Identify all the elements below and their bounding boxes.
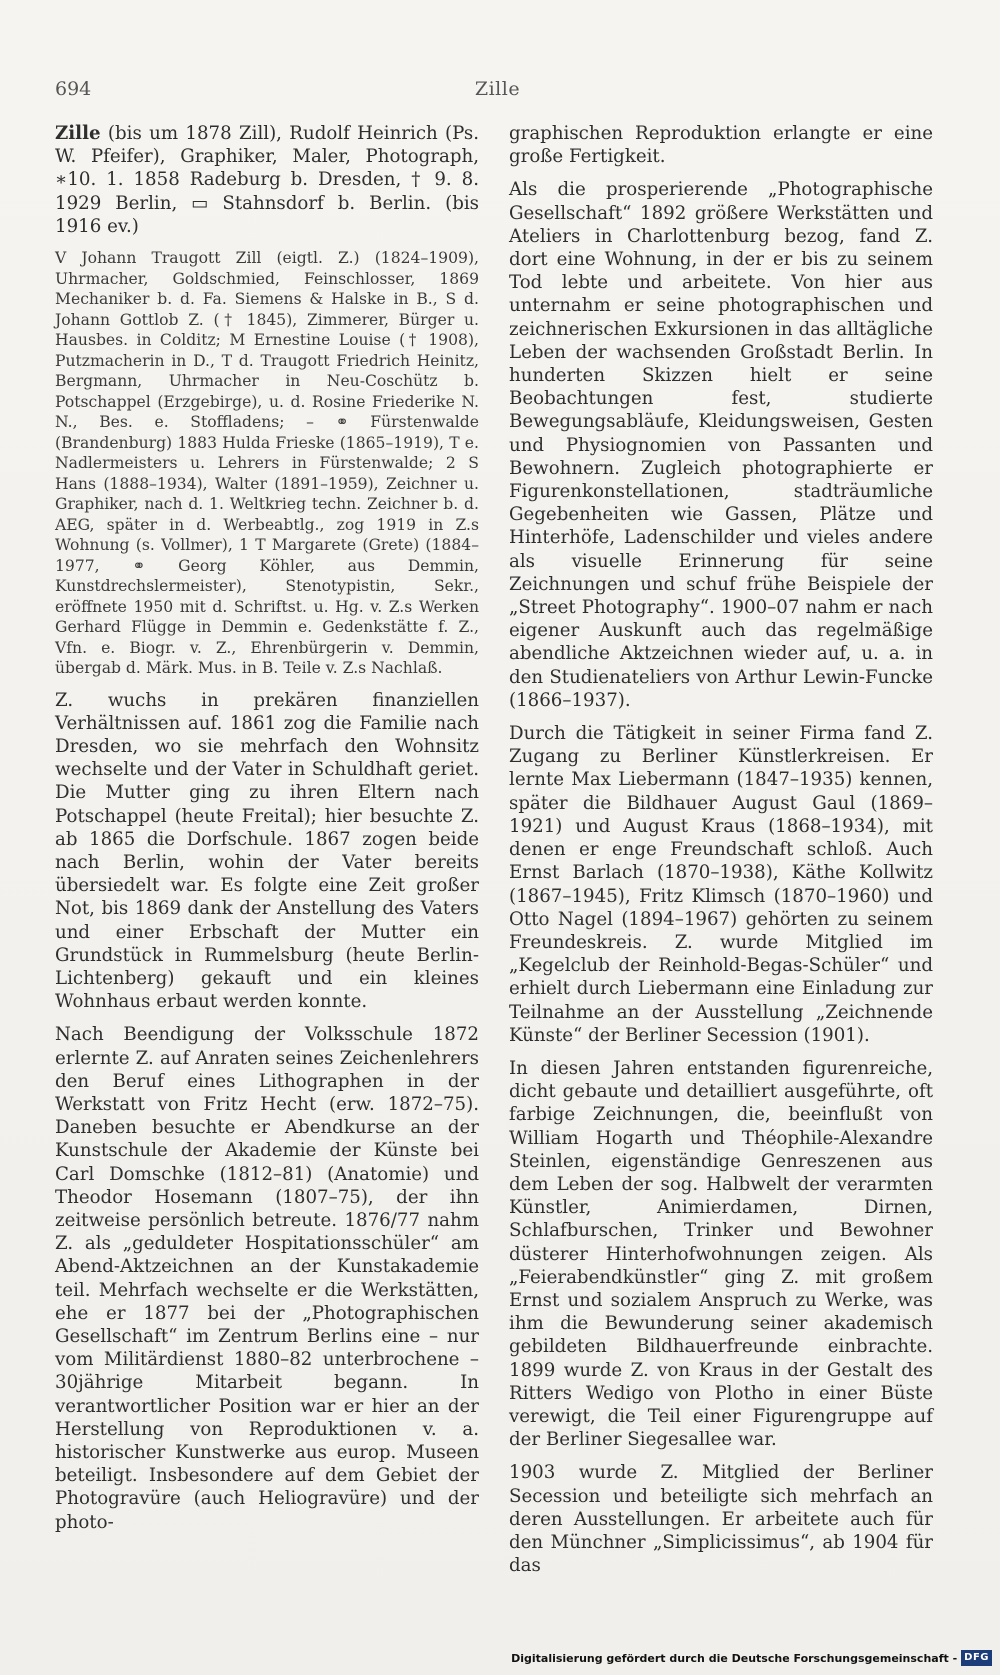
dfg-logo-icon: DFG (961, 1650, 992, 1666)
running-title: Zille (474, 78, 521, 100)
body-paragraph: 1903 wurde Z. Mitglied der Berliner Secession und beteiligte sich mehrfach an deren Ausstellungen. Er arbeitete auch für den Münchner „Simplicissimus“, ab 1904 für das (509, 1462, 933, 1577)
entry-head-details: (bis um 1878 Zill), Rudolf Heinrich (Ps. W. Pfeifer), Graphiker, Maler, Photograph, ∗10. 1. 1858 Radeburg b. Dresden, † 9. 8. 1929 Berlin, ▭ Stahnsdorf b. Berlin. (bis 1916 ev.) (55, 123, 479, 237)
body-paragraph: Als die prosperierende „Photographische Gesellschaft“ 1892 größere Werkstätten und Ateliers in Charlottenburg bezog, fand Z. dort eine Wohnung, in der er bis zu seinem Tod lebte und arbeitete. Von hier aus unternahm er seine photographischen und zeichnerischen Exkursionen in das alltägliche Leben der wachsenden Großstadt Berlin. In hunderten Skizzen hielt er seine Beobachtungen fest, studierte Bewegungsabläufe, Kleidungsweisen, Gesten und Physiognomien von Passanten und Bewohnern. Zugleich photographierte er Figurenkonstellationen, stadträumliche Gegebenheiten wie Gassen, Plätze und Hinterhöfe, Ladenschilder und vieles andere als visuelle Erinnerung für seine Zeichnungen und schuf frühe Beispiele der „Street Photography“. 1900–07 nahm er nach eigener Auskunft auch das regelmäßige abendliche Aktzeichnen wieder auf, u. a. in den Studienateliers von Arthur Lewin-Funcke (1866–1937). (509, 179, 933, 711)
right-column (509, 122, 933, 1587)
digitization-footer (511, 1649, 992, 1667)
body-paragraph: Durch die Tätigkeit in seiner Firma fand Z. Zugang zu Berliner Künstlerkreisen. Er lernte Max Liebermann (1847–1935) kennen, später die Bildhauer August Gaul (1869–1921) und August Kraus (1868–1934), mit denen er enge Freundschaft schloß. Auch Ernst Barlach (1870–1938), Käthe Kollwitz (1867–1945), Fritz Klimsch (1870–1960) und Otto Nagel (1894–1967) gehörten zu seinem Freundeskreis. Z. wurde Mitglied im „Kegelclub der Reinhold-Begas-Schüler“ und erhielt durch Liebermann eine Einladung zur Teilnahme an der Ausstellung „Zeichnende Künste“ der Berliner Secession (1901). (509, 723, 933, 1046)
body-paragraph: In diesen Jahren entstanden figurenreiche, dicht gebaute und detailliert ausgeführte, oft farbige Zeichnungen, die, beeinflußt von William Hogarth und Théophile-Alexandre Steinlen, eigenständige Genreszenen aus dem Leben der sog. Halbwelt der verarmten Künstler, Animierdamen, Dirnen, Schlafburschen, Trinker und Bewohner düsterer Hinterhofwohnungen zeigen. Als „Feierabendkünstler“ ging Z. mit großem Ernst und sozialem Anspruch zu Werke, was ihm die Bewunderung seiner akademisch gebildeten Bildhauerfreunde einbrachte. 1899 wurde Z. von Kraus in der Gestalt des Ritters Wedigo von Plotho in einer Büste verewigt, die Teil einer Figurengruppe auf der Berliner Siegesallee war. (509, 1057, 933, 1451)
entry-headword: Zille (55, 123, 101, 144)
running-head (55, 78, 940, 108)
footer-text: Digitalisierung gefördert durch die Deutsche Forschungsgemeinschaft - (511, 1651, 958, 1665)
entry-head (55, 122, 479, 238)
body-paragraph: Z. wuchs in prekären finanziellen Verhältnissen auf. 1861 zog die Familie nach Dresden, wo sie mehrfach den Wohnsitz wechselte und der Vater in Schuldhaft geriet. Die Mutter ging zu ihren Eltern nach Potschappel (heute Freital); hier besuchte Z. ab 1865 die Dorfschule. 1867 zogen beide nach Berlin, wohin der Vater bereits übersiedelt war. Es folgte eine Zeit großer Not, bis 1869 dank der Anstellung des Vaters und einer Erbschaft der Mutter ein Grundstück in Rummelsburg (heute Berlin-Lichtenberg) gekauft und ein kleines Wohnhaus erbaut werden konnte. (55, 689, 479, 1013)
page-number: 694 (55, 78, 92, 100)
body-paragraph: Nach Beendigung der Volksschule 1872 erlernte Z. auf Anraten seines Zeichenlehrers den Beruf eines Lithographen in der Werkstatt von Fritz Hecht (erw. 1872–75). Daneben besuchte er Abendkurse an der Kunstschule der Akademie der Künste bei Carl Domschke (1812–81) (Anatomie) und Theodor Hosemann (1807–75), der ihn zeitweise persönlich betreute. 1876/77 nahm Z. als „geduldeter Hospitationsschüler“ am Abend-Aktzeichnen an der Kunstakademie teil. Mehrfach wechselte er die Werkstätten, ehe er 1877 bei der „Photographischen Gesellschaft“ im Zentrum Berlins eine – nur vom Militärdienst 1880–82 unterbrochene – 30jährige Mitarbeit begann. In verantwortlicher Position war er hier an der Herstellung von Reproduktionen v. a. historischer Kunstwerke aus europ. Museen beteiligt. Insbesondere auf dem Gebiet der Photogravüre (auch Heliogravüre) und der photo- (55, 1024, 479, 1533)
body-paragraph: graphischen Reproduktion erlangte er eine große Fertigkeit. (509, 123, 933, 168)
genealogy-paragraph: V Johann Traugott Zill (eigtl. Z.) (1824–1909), Uhrmacher, Goldschmied, Feinschlosser, 1869 Mechaniker b. d. Fa. Siemens & Halske in B., S d. Johann Gottlob Z. († 1845), Zimmerer, Bürger u. Hausbes. in Colditz; M Ernestine Louise († 1908), Putzmacherin in D., T d. Traugott Friedrich Heinitz, Bergmann, Uhrmacher in Neu-Coschütz b. Potschappel (Erzgebirge), u. d. Rosine Friederike N. N., Bes. e. Stoffladens; – ⚭ Fürstenwalde (Brandenburg) 1883 Hulda Frieske (1865–1919), T e. Nadlermeisters u. Lehrers in Fürstenwalde; 2 S Hans (1888–1934), Walter (1891–1959), Zeichner u. Graphiker, nach d. 1. Weltkrieg techn. Zeichner b. d. AEG, später in d. Werbeabtlg., zog 1919 in Z.s Wohnung (s. Vollmer), 1 T Margarete (Grete) (1884–1977, ⚭ Georg Köhler, aus Demmin, Kunstdrechslermeister), Stenotypistin, Sekr., eröffnete 1950 mit d. Schriftst. u. Hg. v. Z.s Werken Gerhard Flügge in Demmin e. Gedenkstätte f. Z., Vfn. e. Biogr. v. Z., Ehrenbürgerin v. Demmin, übergab d. Märk. Mus. in B. Teile v. Z.s Nachlaß. (55, 249, 479, 678)
left-column (55, 122, 479, 1544)
